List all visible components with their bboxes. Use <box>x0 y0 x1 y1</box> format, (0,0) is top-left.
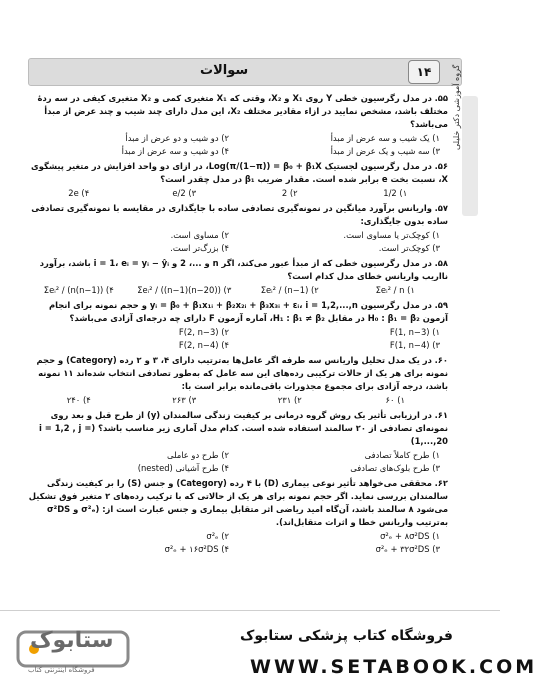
option[interactable]: ۱) Σeᵢ² / n <box>375 285 415 295</box>
option[interactable]: ۴) طرح آشیانی (nested) <box>137 463 229 473</box>
footer-title: فروشگاه کتاب پزشکی ستابوک <box>240 628 453 644</box>
option[interactable]: ۳) Σeᵢ² / ((n−1)(n−20)) <box>137 285 232 295</box>
option[interactable]: ۲) دو شیب و دو عرض از مبدأ <box>125 133 229 143</box>
option[interactable]: ۳) e/2 <box>172 188 197 198</box>
question-61: ۶۱. در ارزیابی تأثیر یک روش گروه درمانی بر کیفیت زندگی سالمندان (y) از طرح قبل و بعد روی نمونه‌ای تصادفی از ۲۰ سالمند استفاده شده است. کدام مدل آماری زیر مناسب باشد؟ (i = 1,2 , j = 1,...,20) ۱) طرح کاملاً تصادفی ۲) طرح دو عاملی ۳) طرح بلوک‌های تصادفی ۴) طرح آشیانی (nested) <box>26 409 448 475</box>
logo-text: ستابوک <box>30 628 114 653</box>
side-label: گروه آموزشی دکتر خلیلی <box>452 64 461 150</box>
option[interactable]: ۱) 1/2 <box>383 188 408 198</box>
option[interactable]: ۲) 2 <box>281 188 298 198</box>
option[interactable]: ۱) کوچک‌تر یا مساوی است. <box>343 230 440 240</box>
question-59: ۵۹. در مدل رگرسیون yᵢ = β₀ + β₁x₁ᵢ + β₂x₂ᵢ + β₃x₃ᵢ + εᵢ، i = 1,2,...,n و حجم نمونه برای انجام آزمون H₀ : β₁ = β₂ در مقابل H₁ : β₁ ≠ β₂، آماره آزمون F دارای چه درجه‌ای آزادی می‌باشد؟ ۱) F(1, n−3) ۲) F(2, n−3) ۳) F(1, n−4) ۴) F(2, n−4) <box>26 299 448 352</box>
option[interactable]: ۲) Σeᵢ² / (n−1) <box>260 285 319 295</box>
option[interactable]: ۳) σ²ₑ + ۳۲σ²DS <box>375 544 440 554</box>
option[interactable]: ۲) σ²ₑ <box>206 531 229 541</box>
option[interactable]: ۳) ۲۶۳ <box>172 395 197 405</box>
option[interactable]: ۱) σ²ₑ + ۸σ²DS <box>380 531 440 541</box>
question-60: ۶۰. در یک مدل تحلیل واریانس سه طرفه اگر عامل‌ها به‌ترتیب دارای ۴، ۳ و ۲ رده (Category) و حجم نمونه برای هر یک از حالات ترکیبی رده‌های این سه عامل که به‌طور تصادفی انتخاب شده‌اند ۱۱ نمونه باشد، درجه آزادی برای مجموع مجذورات باقی‌مانده برابر است با: ۱) ۶۰ ۲) ۲۳۱ ۳) ۲۶۳ ۴) ۲۴۰ <box>26 354 448 407</box>
option[interactable]: ۳) کوچک‌تر است. <box>378 243 440 253</box>
options-55 <box>26 132 448 158</box>
option[interactable]: ۴) σ²ₑ + ۱۶σ²DS <box>164 544 229 554</box>
logo-subtitle: فروشگاه اینترنتی کتاب <box>28 666 95 674</box>
questions-content <box>26 92 448 558</box>
question-57: ۵۷. واریانس برآورد میانگین در نمونه‌گیری تصادفی ساده با جایگذاری در مقایسه با نمونه‌گیری تصادفی ساده بدون جایگذاری: ۱) کوچک‌تر یا مساوی است. ۲) مساوی است. ۳) کوچک‌تر است. ۴) بزرگ‌تر است. <box>26 202 448 255</box>
option[interactable]: ۴) 2e <box>68 188 90 198</box>
option[interactable]: ۳) F(1, n−4) <box>389 340 440 350</box>
options-59 <box>26 326 448 352</box>
option[interactable]: ۴) دو شیب و سه عرض از مبدأ <box>121 146 229 156</box>
option[interactable]: ۱) ۶۰ <box>385 395 405 405</box>
option[interactable]: ۴) Σeᵢ² / (n(n−1)) <box>43 285 114 295</box>
option[interactable]: ۴) F(2, n−4) <box>178 340 229 350</box>
option[interactable]: ۴) ۲۴۰ <box>66 395 91 405</box>
options-57 <box>26 229 448 255</box>
question-62: ۶۲. محققی می‌خواهد تأثیر نوعی بیماری (D) با ۴ رده (Category) و جنس (S) را بر کیفیت زندگی سالمندان بررسی نماید. اگر حجم نمونه برای هر یک از حالاتی که با ترکیب رده‌های ۲ متغیر فوق تشکیل می‌شود ۸ سالمند باشد، آن‌گاه امید ریاضی اثر متقابل بیماری و جنس عبارت است از: (σ²ₑ و σ²DS به‌ترتیب واریانس خطا و اثرات متقابل‌اند). ۱) σ²ₑ + ۸σ²DS ۲) σ²ₑ ۳) σ²ₑ + ۳۲σ²DS ۴) σ²ₑ + ۱۶σ²DS <box>26 477 448 556</box>
option[interactable]: ۳) طرح بلوک‌های تصادفی <box>350 463 440 473</box>
section-title: سوالات <box>200 63 249 78</box>
option[interactable]: ۱) طرح کاملاً تصادفی <box>364 450 440 460</box>
options-61 <box>26 449 448 475</box>
question-56: ۵۶. در مدل رگرسیون لجستیک Log(π/(1−π)) = β₀ + β₁X، در ازای دو واحد افزایش در متغیر پیشگوی X، نسبت بخت e برابر شده است. مقدار ضریب β₁ در مدل چقدر است؟ ۱) 1/2 ۲) 2 ۳) e/2 ۴) 2e <box>26 160 448 200</box>
option[interactable]: ۱) یک شیب و سه عرض از مبدأ <box>330 133 440 143</box>
option[interactable]: ۲) طرح دو عاملی <box>166 450 229 460</box>
options-62 <box>26 530 448 556</box>
option[interactable]: ۴) بزرگ‌تر است. <box>170 243 229 253</box>
page-number: ۱۴ <box>408 60 440 84</box>
option[interactable]: ۲) ۲۳۱ <box>277 395 302 405</box>
side-tab <box>462 96 478 216</box>
option[interactable]: ۳) سه شیب و یک عرض از مبدأ <box>330 146 440 156</box>
option[interactable]: ۱) F(1, n−3) <box>389 327 440 337</box>
option[interactable]: ۲) F(2, n−3) <box>178 327 229 337</box>
question-55: ۵۵. در مدل رگرسیون خطی Y روی X₁ و X₂، وقتی که X₁ متغیری کمی و X₂ متغیری کیفی در سه ردهٔ مختلف باشد، مشخص نمایید در ازاء مقادیر مختلف X₂، این مدل دارای چند شیب و چند عرض از مبدأ می‌باشد؟ ۱) یک شیب و سه عرض از مبدأ ۲) دو شیب و دو عرض از مبدأ ۳) سه شیب و یک عرض از مبدأ ۴) دو شیب و سه عرض از مبدأ <box>26 92 448 158</box>
footer-url[interactable]: WWW.SETABOOK.COM <box>250 656 537 678</box>
option[interactable]: ۲) مساوی است. <box>170 230 229 240</box>
options-56 <box>26 187 448 200</box>
question-58: ۵۸. در مدل رگرسیون خطی که از مبدأ عبور می‌کند، اگر n و ...، 2 و i = 1، eᵢ = yᵢ − ŷᵢ باشد، برآورد نااریب واریانس خطای مدل کدام است؟ ۱) Σeᵢ² / n ۲) Σeᵢ² / (n−1) ۳) Σeᵢ² / ((n−1)(n−20)) ۴) Σeᵢ² / (n(n−1)) <box>26 257 448 297</box>
footer-divider <box>0 610 500 611</box>
options-58 <box>26 284 448 297</box>
options-60 <box>26 394 448 407</box>
